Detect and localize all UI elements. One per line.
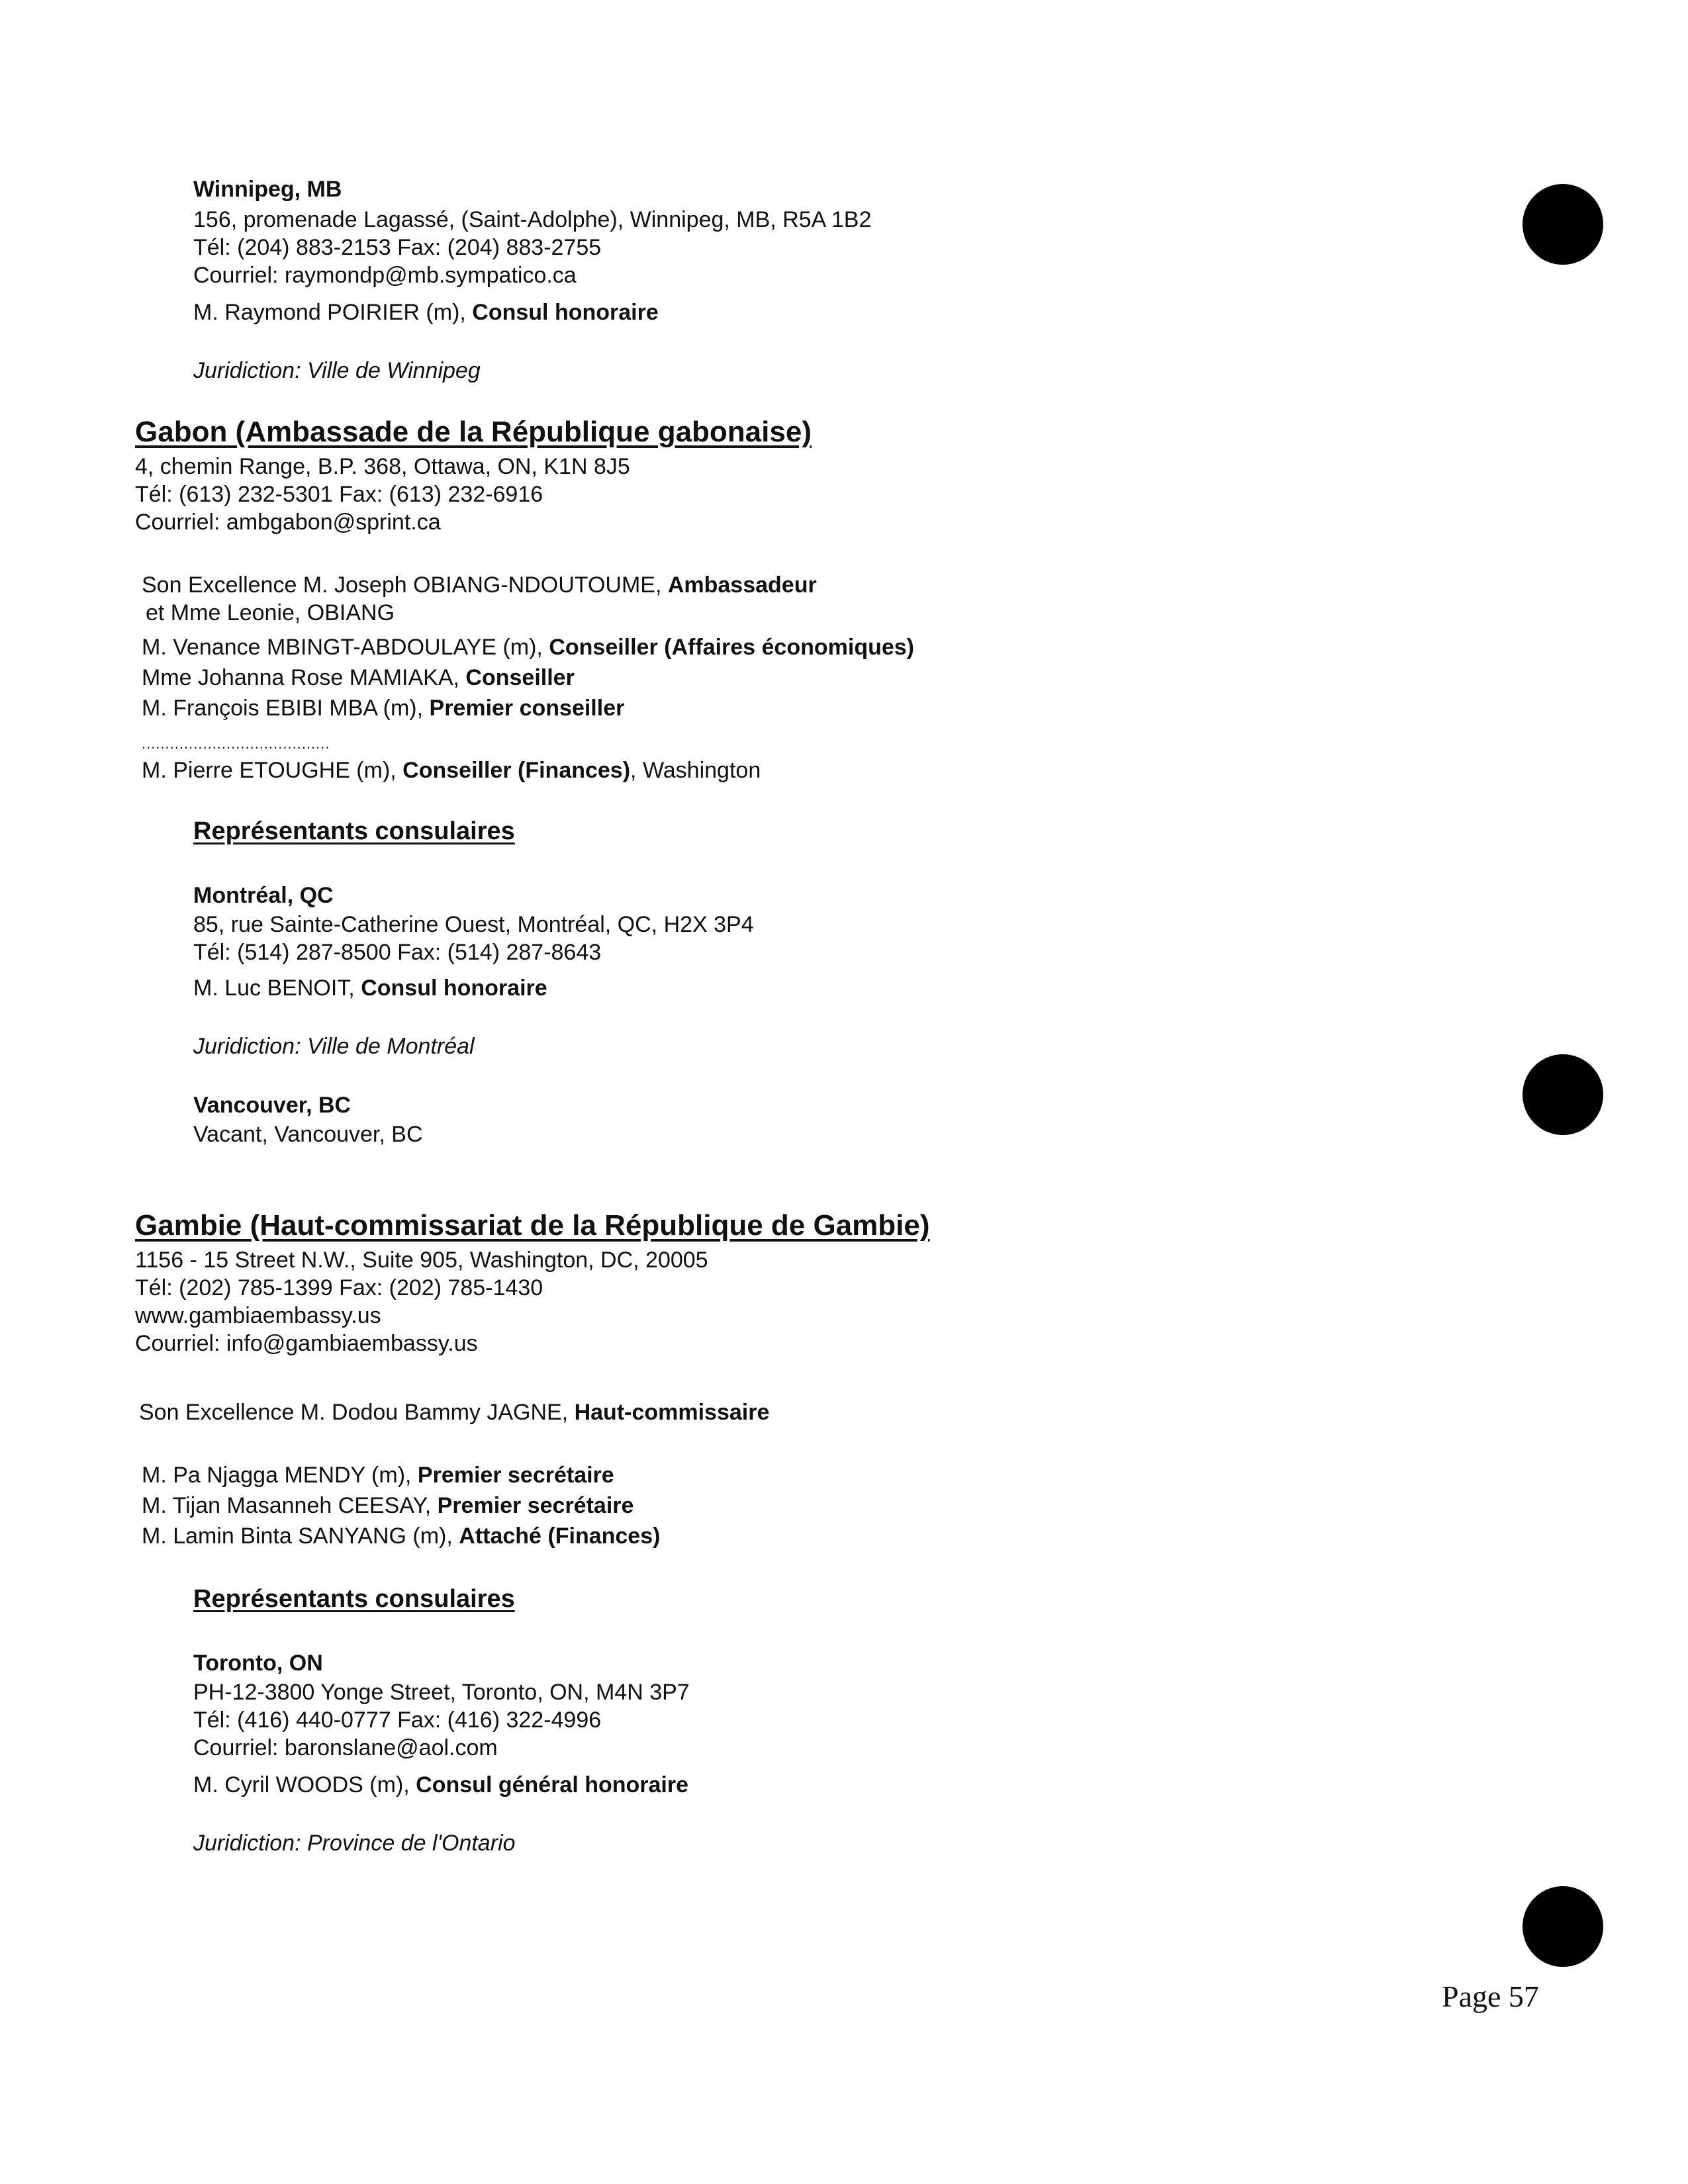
page-number: Page 57 [1442, 1979, 1539, 2013]
staff-name: M. Venance MBINGT-ABDOULAYE (m), [142, 635, 549, 660]
consular-heading: Représentants consulaires [193, 817, 515, 845]
staff-member [142, 1462, 614, 1488]
staff-name: M. Pierre ETOUGHE (m), [142, 758, 403, 783]
staff-title: Attaché (Finances) [459, 1524, 661, 1549]
staff-member [142, 695, 624, 721]
head-name: Son Excellence M. Dodou Bammy JAGNE, [139, 1400, 575, 1425]
email: Courriel: baronslane@aol.com [193, 1735, 498, 1760]
section-heading: Gambie (Haut-commissariat de la République de Gambie) [135, 1209, 930, 1242]
address: Vacant, Vancouver, BC [193, 1122, 423, 1147]
ambassador-title: Ambassadeur [667, 572, 817, 598]
address: 85, rue Sainte-Catherine Ouest, Montréal, QC, H2X 3P4 [193, 912, 754, 937]
staff-name: M. Lamin Binta SANYANG (m), [142, 1524, 459, 1549]
rep-name: M. Raymond POIRIER (m), [193, 300, 473, 325]
staff-name: Mme Johanna Rose MAMIAKA, [142, 665, 466, 690]
city-name: Montréal, QC [193, 883, 334, 908]
staff-location: , Washington [630, 758, 761, 783]
dotted-separator: ........................................ [142, 735, 330, 752]
email: Courriel: info@gambiaembassy.us [135, 1331, 478, 1356]
staff-member [142, 664, 575, 691]
punch-hole-top [1523, 184, 1603, 265]
punch-hole-bottom [1523, 1886, 1603, 1967]
representative [193, 975, 547, 1001]
rep-name: M. Luc BENOIT, [193, 976, 361, 1001]
address: PH-12-3800 Yonge Street, Toronto, ON, M4N 3P7 [193, 1680, 690, 1705]
email: Courriel: ambgabon@sprint.ca [135, 510, 441, 535]
representative [193, 1772, 688, 1798]
city-name: Vancouver, BC [193, 1093, 352, 1118]
address: 4, chemin Range, B.P. 368, Ottawa, ON, K1N 8J5 [135, 454, 630, 479]
jurisdiction: Juridiction: Ville de Winnipeg [193, 358, 481, 383]
high-commissioner [139, 1399, 769, 1426]
rep-title: Consul général honoraire [416, 1772, 689, 1797]
phone-fax: Tél: (416) 440-0777 Fax: (416) 322-4996 [193, 1707, 602, 1733]
phone-fax: Tél: (613) 232-5301 Fax: (613) 232-6916 [135, 482, 543, 507]
consular-heading: Représentants consulaires [193, 1585, 515, 1613]
phone-fax: Tél: (202) 785-1399 Fax: (202) 785-1430 [135, 1275, 543, 1300]
staff-name: M. François EBIBI MBA (m), [142, 696, 430, 721]
representative [193, 299, 659, 326]
website: www.gambiaembassy.us [135, 1303, 381, 1328]
jurisdiction: Juridiction: Ville de Montréal [193, 1034, 475, 1059]
staff-title: Premier secrétaire [417, 1463, 614, 1488]
phone-fax: Tél: (514) 287-8500 Fax: (514) 287-8643 [193, 940, 602, 965]
punch-hole-middle [1523, 1054, 1603, 1135]
rep-title: Consul honoraire [472, 300, 659, 325]
email: Courriel: raymondp@mb.sympatico.ca [193, 263, 577, 288]
staff-name: M. Pa Njagga MENDY (m), [142, 1463, 418, 1488]
rep-name: M. Cyril WOODS (m), [193, 1772, 416, 1797]
city-name: Toronto, ON [193, 1651, 323, 1676]
city-name: Winnipeg, MB [193, 177, 342, 202]
staff-title: Conseiller [465, 665, 575, 690]
head-title: Haut-commissaire [574, 1400, 770, 1425]
spouse: et Mme Leonie, OBIANG [146, 600, 395, 625]
section-heading: Gabon (Ambassade de la République gabonaise) [135, 416, 812, 448]
staff-title: Premier secrétaire [437, 1493, 634, 1518]
staff-member [142, 634, 914, 660]
rep-title: Consul honoraire [361, 976, 547, 1001]
ambassador [142, 572, 817, 598]
staff-title: Conseiller (Finances) [402, 758, 631, 783]
staff-title: Conseiller (Affaires économiques) [549, 635, 914, 660]
phone-fax: Tél: (204) 883-2153 Fax: (204) 883-2755 [193, 235, 602, 260]
ambassador-name: Son Excellence M. Joseph OBIANG-NDOUTOUME, [142, 572, 668, 598]
jurisdiction: Juridiction: Province de l'Ontario [193, 1831, 516, 1856]
staff-title: Premier conseiller [429, 696, 625, 721]
staff-name: M. Tijan Masanneh CEESAY, [142, 1493, 438, 1518]
address: 1156 - 15 Street N.W., Suite 905, Washington, DC, 20005 [135, 1248, 708, 1273]
staff-member [142, 1523, 660, 1549]
staff-member-washington [142, 757, 761, 784]
address: 156, promenade Lagassé, (Saint-Adolphe), Winnipeg, MB, R5A 1B2 [193, 207, 872, 232]
staff-member [142, 1492, 633, 1519]
